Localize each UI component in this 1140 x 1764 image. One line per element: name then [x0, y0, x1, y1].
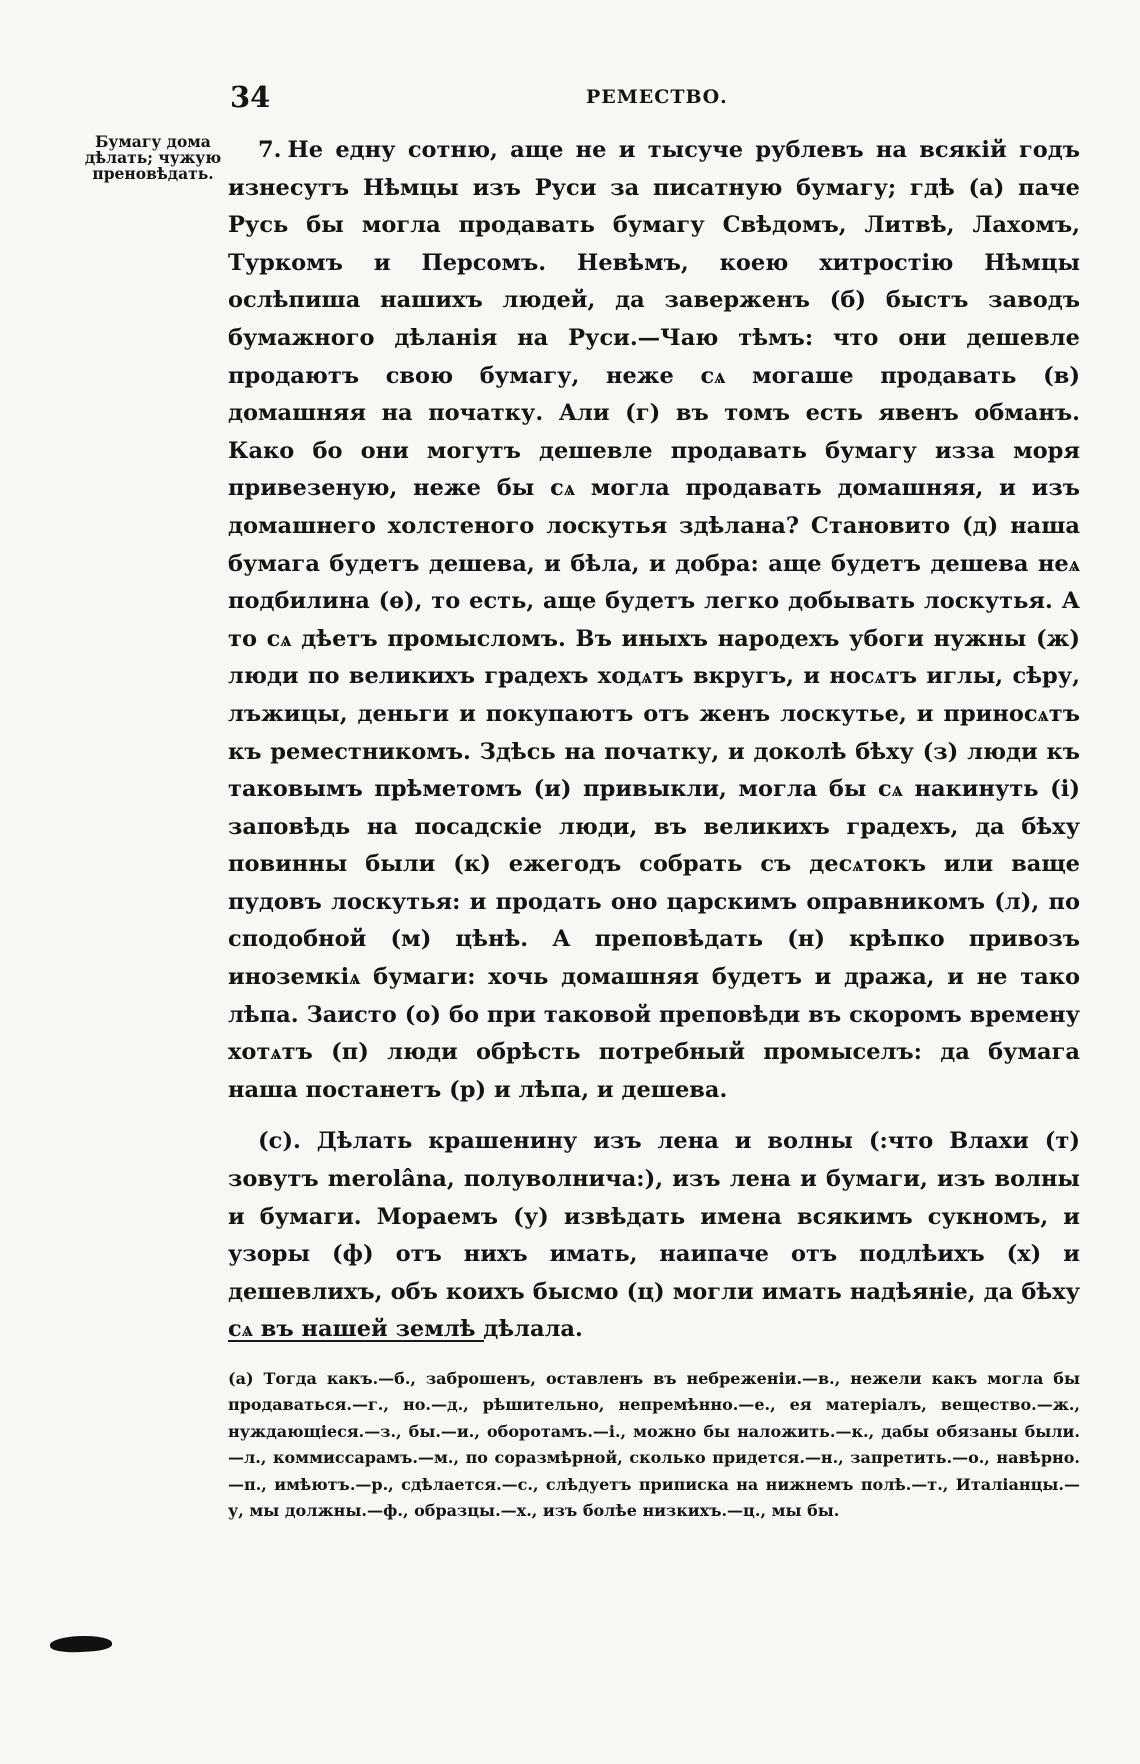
main-text [228, 132, 1080, 1349]
footnote-glossary: (а) Тогда какъ.—б., заброшенъ, оставленъ въ небреженіи.—в., нежели какъ могла бы продаваться.—г., но.—д., рѣшительно, непремѣнно.—е., ея матеріалъ, вещество.—ж., нуждающіеся.—з., бы.—и., оборотамъ.—і., можно бы наложить.—к., дабы обязаны были.—л., коммиссарамъ.—м., по соразмѣрной, сколько придется.—н., запретить.—о., навѣрно.—п., имѣютъ.—р., сдѣлается.—с., слѣдуетъ приписка на нижнемъ полѣ.—т., Италіанцы.—у, мы должны.—ф., образцы.—х., изъ болѣе низкихъ.—ц., мы бы. [228, 1369, 1080, 1521]
paragraph-7-text: Не едну сотню, аще не и тысуче рублевъ на всякій годъ изнесутъ Нѣмцы изъ Руси за писатную бумагу; гдѣ (а) паче Русь бы могла продавать бумагу Свѣдомъ, Литвѣ, Лахомъ, Туркомъ и Персомъ. Невѣмъ, коею хитростію Нѣмцы ослѣпиша нашихъ людей, да заверженъ (б) быстъ заводъ бумажного дѣланія на Руси.—Чаю тѣмъ: что они дешевле продаютъ свою бумагу, неже сѧ могаше продавать (в) домашняя на початку. Али (г) въ томъ есть явенъ обманъ. Како бо они могутъ дешевле продавать бумагу изза моря привезеную, неже бы сѧ могла продавать домашняя, и изъ домашнего холстеного лоскутья здѣлана? Становито (д) наша бумага будетъ дешева, и бѣла, и добра: аще будетъ дешева неѧ подбилина (ѳ), то есть, аще будетъ легко добывать лоскутья. А то сѧ дѣетъ промысломъ. Въ иныхъ народехъ убоги нужны (ж) люди по великихъ градехъ ходѧтъ вкругъ, и носѧтъ иглы, сѣру, лъжицы, деньги и покупаютъ отъ женъ лоскутье, и приносѧтъ къ реместникомъ. Здѣсь на початку, и доколѣ бѣху (з) люди къ таковымъ прѣметомъ (и) привыкли, могла бы сѧ накинуть (і) заповѣдь на посадскіе люди, въ великихъ градехъ, да бѣху повинны были (к) ежегодъ собрать съ десѧтокъ или ваще пудовъ лоскутья: и продать оно царскимъ оправникомъ (л), по сподобной (м) цѣнѣ. А преповѣдать (н) крѣпко привозъ иноземкіѧ бумаги: хочь домашняя будетъ и дража, и не тако лѣпа. Заисто (о) бо при таковой преповѣди въ скоромъ времену хотѧтъ (п) люди обрѣсть потребный промыселъ: да бумага наша постанетъ (р) и лѣпа, и дешева. [228, 137, 1080, 1103]
paragraph-s: (с). Дѣлать крашенину изъ лена и волны (:что Влахи (т) зовутъ merolâna, полуволнича:), изъ лена и бумаги, изъ волны и бумаги. Мораемъ (у) извѣдать имена всякимъ сукномъ, и узоры (ф) отъ нихъ имать, наипаче отъ подлѣихъ (х) и дешевлихъ, объ коихъ бысмо (ц) могли имать надѣяніе, да бѣху сѧ въ нашей землѣ дѣлала. [228, 1128, 1080, 1343]
ink-blot [50, 1634, 113, 1653]
running-head: РЕМЕСТВО. [586, 86, 728, 108]
footnote-divider [228, 1340, 484, 1342]
margin-note: Бумагу дома дѣлать; чужую преновѣдать. [84, 132, 222, 183]
paragraph-7 [228, 132, 1080, 1109]
page-number: 34 [230, 80, 271, 114]
paragraph-number: 7. [258, 137, 282, 163]
